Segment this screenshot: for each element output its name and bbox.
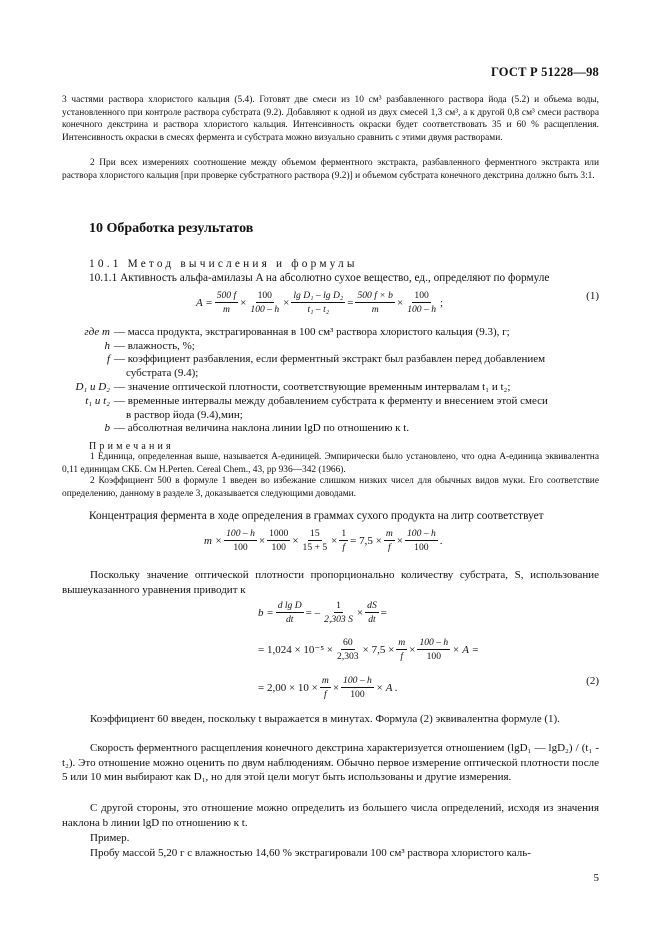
definition-text: — влажность, %; — [114, 340, 195, 352]
definition-symbol: где m — [84, 326, 110, 338]
definition-text: — коэффициент разбавления, если ферментный экстракт был разбавлен перед добавлением — [114, 353, 546, 365]
numerator: dS — [367, 600, 377, 611]
document-header: ГОСТ Р 51228—98 — [490, 65, 599, 79]
denominator: dt — [285, 614, 294, 625]
numerator: m — [385, 528, 393, 539]
numerator: 100 — [414, 290, 429, 301]
tail-paragraph-4: Пример. — [90, 832, 130, 844]
subsection-lead: 10.1.1 Активность альфа-амилазы A на абсолютно сухое вещество, ед., определяют по формуле — [89, 272, 550, 284]
numerator: 60 — [343, 637, 353, 648]
denominator: 100 — [426, 651, 442, 662]
formula-2-line-2: = 1,024 × 10⁻⁵ × $\frac{60}{2,303}$ × 7,5 × $\frac{m}{f}$ × $\frac{100 - h}{100}$ × A = — [258, 637, 479, 662]
definition-text: субстрата (9.4); — [126, 367, 199, 379]
numerator: 1 — [336, 600, 341, 611]
denominator: 15 + 5 — [302, 542, 328, 553]
denominator: t₁ – t₂ — [307, 304, 330, 315]
denominator: f — [342, 542, 346, 553]
denominator: f — [400, 651, 404, 662]
denominator: f — [387, 542, 391, 553]
tail-paragraph-1: Коэффициент 60 введен, поскольку t выражается в минутах. Формула (2) эквивалентна формуле (1). — [90, 713, 560, 725]
note-paragraph: 2 При всех измерениях соотношение между объемом ферментного экстракта, разбавленного ферментного экстракта или раствора хлористого кальция [при проверке субстратного раствора (9.2)] и объемом субстрата конечного декстрина должно быть 3:1. — [62, 158, 599, 181]
formula-1-number: (1) — [586, 290, 599, 302]
formula-term: = 1,024 × 10⁻⁵ × — [258, 644, 334, 656]
denominator: 100 — [350, 689, 365, 700]
formula-concentration: m × $\frac{100 - h}{100}$ × $\frac{1000}{100}$ × $\frac{15}{15 + 5}$ × $\frac{1}{f}$ = 7,5 × $\frac{m}{f}$ × $\frac{100 - h}{100}$ . — [204, 528, 443, 553]
formula-term: m × — [204, 534, 223, 547]
section-title: 10 Обработка результатов — [89, 221, 254, 236]
page-number: 5 — [593, 872, 599, 884]
definition-symbol: h — [104, 340, 110, 352]
numerator: d lg D — [277, 600, 302, 611]
definition-symbol: b — [104, 422, 110, 434]
denominator: 2,303 — [337, 651, 359, 662]
subsection-title: 10.1 Метод вычисления и формулы — [89, 258, 358, 270]
definition-symbol: D₁ и D₂ — [75, 381, 110, 393]
numerator: m — [398, 637, 406, 648]
denominator: m — [371, 304, 379, 315]
definition-text: в раствор йода (9.4),мин; — [126, 409, 243, 421]
denominator: 100 — [271, 542, 286, 553]
tail-paragraph-2: Скорость ферментного расщепления конечного декстрина характеризуется отношением (lgD₁ — lgD₂) / (t₁ - t₂). Это отношение можно оценить по двум наблюдениям. Обычно первое измерение оптической плотности после 5 или 10 мин выбирают как D₁, но для этой цели могут быть использованы и другие измерения. — [62, 742, 599, 783]
definition-symbol: f — [106, 353, 110, 365]
formula-term: = 2,00 × 10 × — [258, 681, 318, 694]
definition-text: — временные интервалы между добавлением субстрата к ферменту и внесением этой смеси — [114, 395, 548, 407]
denominator: f — [324, 689, 327, 700]
denominator: 2,303 S — [324, 614, 353, 625]
denominator: 100 — [233, 542, 248, 553]
numerator: 100 — [257, 290, 272, 301]
since-paragraph: Поскольку значение оптической плотности пропорционально количеству субстрата, S, использование вышеуказанного уравнения приводит к — [62, 569, 599, 596]
operator: . — [439, 534, 443, 547]
operator: = — [380, 606, 387, 619]
operator: × — [283, 296, 290, 309]
operator: × 7,5 × — [362, 643, 395, 656]
numerator: m — [321, 675, 329, 686]
definition-text: — абсолютная величина наклона линии lgD по отношению к t. — [114, 422, 410, 434]
operator: × A . — [375, 681, 398, 694]
denominator: m — [222, 304, 230, 315]
numerator: 100 – h — [419, 637, 449, 648]
tail-paragraph-5: Пробу массой 5,20 г с влажностью 14,60 % экстрагировали 100 см³ раствора хлористого каль- — [90, 847, 531, 859]
denominator: dt — [368, 614, 376, 625]
operator: = – — [305, 606, 321, 619]
numerator: 1000 — [269, 528, 289, 539]
notes-title: Примечания — [89, 441, 174, 452]
note-1: 1 Единица, определенная выше, называется A-единицей. Эмпирически было установлено, что одна A-единица эквивалентна 0,11 единицам СКБ. См H.Perten. Cereal Chem., 43, pp 936—342 (1966). — [62, 452, 599, 475]
note-2: 2 Коэффициент 500 в формуле 1 введен во избежание слишком низких чисел для обычных видов муки. Его соответствие определению, данному в разделе 3, доказывается следующими доводами. — [62, 476, 599, 499]
operator: = — [347, 296, 354, 309]
numerator: 15 — [310, 528, 320, 539]
denominator: 100 – h — [407, 304, 436, 315]
numerator: 100 – h — [406, 528, 436, 539]
numerator: lg D₁ – lg D₂ — [293, 290, 344, 301]
concentration-text: Концентрация фермента в ходе определения в граммах сухого продукта на литр соответствует — [89, 510, 544, 522]
operator: = 7,5 × — [350, 534, 382, 547]
formula-1 — [196, 290, 443, 315]
numerator: 100 – h — [226, 528, 255, 539]
formula-2-number: (2) — [586, 675, 599, 687]
tail-paragraph-3: С другой стороны, это отношение можно определить из большего числа определений, исходя из значения наклона b линии lgD по отношению к t. — [62, 802, 599, 829]
formula-2-line-1: b = $\frac{\text{d lg D}}{dt}$ = – $\frac{1}{2,303 S}$ × $\frac{dS}{dt}$ = — [258, 600, 387, 625]
numerator: 1 — [341, 528, 347, 539]
definition-text: — масса продукта, экстрагированная в 100 см³ раствора хлористого кальция (9.3), г; — [114, 326, 510, 338]
numerator: 100 – h — [343, 675, 372, 686]
operator: ; — [439, 296, 444, 309]
operator: × — [240, 296, 247, 309]
numerator: 500 f × b — [357, 290, 393, 301]
denominator: 100 — [414, 542, 429, 553]
formula-term: A = — [196, 296, 213, 309]
intro-paragraph: 3 частями раствора хлористого кальция (5.4). Готовят две смеси из 10 см³ разбавленного раствора йода (5.2) и объема воды, установленного при контроле раствора субстрата (9.2). Добавляют к одной из двух смесей 1,3 см³, а к другой 0,8 см³ смеси раствора конечного декстрина и раствора хлористого кальция. Интенсивность окраски будет соответствовать 35 и 60 % расщепления. Интенсивность окраски в смесях фермента и субстрата можно визуально сравнить с этими двумя растворами. — [62, 95, 599, 143]
definition-symbol: t₁ и t₂ — [85, 395, 110, 407]
operator: × A = — [452, 643, 479, 656]
formula-term: b = — [258, 606, 274, 619]
definition-text: — значение оптической плотности, соответствующие временным интервалам t₁ и t₂; — [114, 381, 511, 393]
numerator: 500 f — [216, 290, 237, 301]
operator: × — [396, 296, 404, 309]
formula-2-line-3: = 2,00 × 10 × $\frac{m}{f}$ × $\frac{100 - h}{100}$ × A . — [258, 675, 398, 700]
denominator: 100 – h — [250, 304, 280, 315]
